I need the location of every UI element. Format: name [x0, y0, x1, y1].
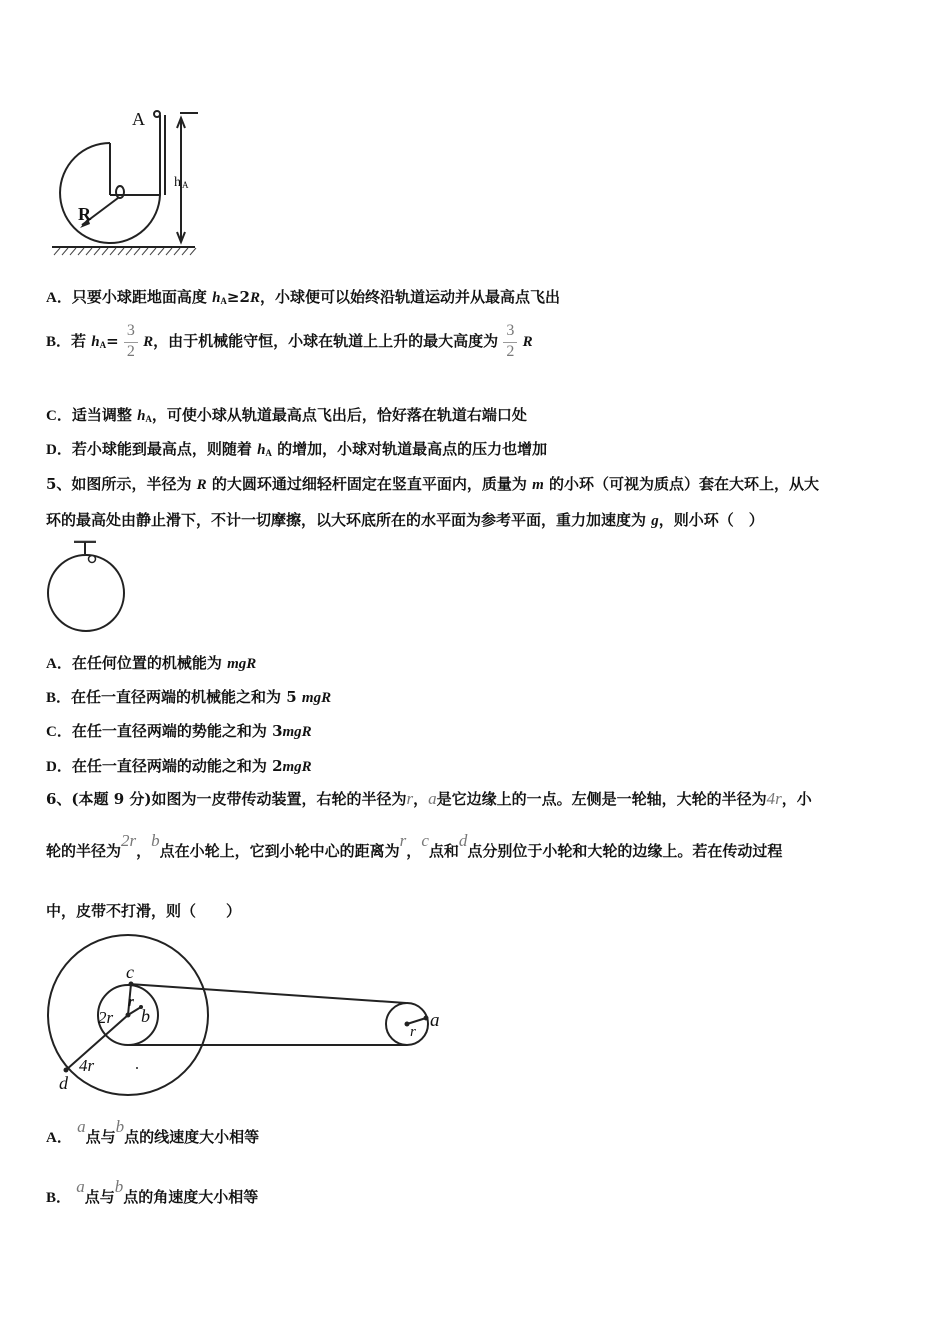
q5-option-b: B．在任一直径两端的机械能之和为 5 mgR — [46, 688, 332, 706]
fig-label-4r: 4r — [79, 1056, 95, 1075]
fig-label-r-right-wheel: r — [410, 1024, 416, 1040]
q6-option-b: B． a点与b点的角速度大小相等 — [46, 1177, 259, 1206]
q4-option-a: A．只要小球距地面高度 $h_A\ge 2R$，小球便可以始终沿轨道运动并从最高点飞出 — [46, 288, 560, 306]
ring-figure — [44, 540, 134, 635]
q4-option-d: D．若小球能到最高点，则随着 $h_A$ 的增加，小球对轨道最高点的压力也增加 — [46, 440, 548, 458]
fig-label-d: d — [59, 1073, 68, 1093]
q5-option-c: C．在任一直径两端的势能之和为 3mgR — [46, 722, 312, 740]
q6-stem-line2: 轮的半径为2r，b点在小轮上，它到小轮中心的距离为r，c点和d点分别位于小轮和大轮的边缘上。若在传动过程 — [46, 831, 783, 860]
q6-option-a: A． a点与b点的线速度大小相等 — [46, 1117, 260, 1146]
label-A: A — [132, 109, 145, 129]
fraction-3-2: $\frac{3}{2}$ — [124, 322, 138, 362]
belt-drive-figure — [44, 932, 454, 1097]
q4-option-c: C．适当调整 $h_A$，可使小球从轨道最高点飞出后，恰好落在轨道右端口处 — [46, 406, 527, 424]
fig-label-r-small-wheel: r — [128, 994, 134, 1010]
q4-option-b: B．若 $h_A=$ $\frac{3}{2}$ R，由于机械能守恒，小球在轨道上上升的最大高度为 $\frac{3}{2}$ R — [46, 322, 533, 360]
q5-option-a: A．在任何位置的机械能为 mgR — [46, 654, 257, 672]
loop-track-figure — [40, 100, 220, 265]
q5-stem-line1: 5、如图所示，半径为 R 的大圆环通过细轻杆固定在竖直平面内，质量为 m 的小环（可视为质点）套在大环上，从大 — [46, 475, 820, 493]
fig-label-a: a — [430, 1010, 440, 1031]
fig-label-b: b — [141, 1006, 150, 1026]
label-h: h — [174, 175, 181, 190]
label-h-sub: A — [182, 180, 189, 190]
q5-stem-line2: 环的最高处由静止滑下，不计一切摩擦，以大环底所在的水平面为参考平面，重力加速度为 g，则小环（ ） — [46, 511, 764, 529]
fig-label-2r: 2r — [98, 1008, 114, 1027]
q5-option-d: D．在任一直径两端的动能之和为 2mgR — [46, 757, 312, 775]
fraction-3-2-second: $\frac{3}{2}$ — [503, 322, 517, 362]
label-R: R — [78, 204, 91, 224]
q6-stem-line1: 6、(本题 9 分)如图为一皮带传动装置，右轮的半径为r，a是它边缘上的一点。左侧是一轮轴，大轮的半径为4r，小 — [46, 789, 812, 808]
fig-label-c: c — [126, 962, 134, 982]
q6-stem-line3: 中，皮带不打滑，则（ ） — [46, 902, 242, 920]
